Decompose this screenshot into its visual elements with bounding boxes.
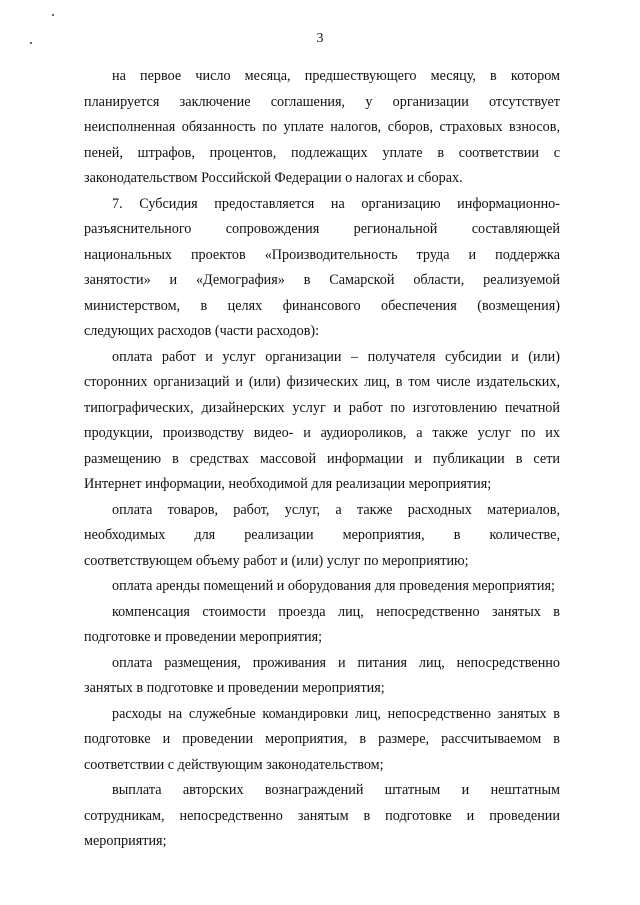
text-line: оплата аренды помещений и оборудования для проведения мероприятия; (112, 578, 555, 594)
text-line: соответствии с действующим законодательством; (84, 756, 384, 773)
text-line: планируется заключение соглашения, у организации отсутствует (84, 93, 560, 110)
text-line: соответствующем объему работ и (или) услуг по мероприятию; (84, 552, 469, 569)
text-line: оплата размещения, проживания и питания лиц, непосредственно (112, 654, 560, 671)
text-line: продукции, производству видео- и аудиороликов, а также услуг по их (84, 425, 560, 441)
text-line: подготовке и проведении мероприятия; (84, 629, 323, 645)
text-line: Интернет информации, необходимой для реализации мероприятия; (84, 476, 492, 492)
page-number: 3 (316, 31, 324, 46)
text-line: на первое число месяца, предшествующего месяцу, в котором (112, 68, 560, 84)
text-line: национальных проектов «Производительность труда и поддержка (84, 246, 560, 263)
text-line: следующих расходов (части расходов): (84, 323, 320, 339)
text-line: неисполненная обязанность по уплате налогов, сборов, страховых взносов, (84, 119, 560, 135)
text-line: размещению в средствах массовой информации и публикации в сети (84, 450, 560, 467)
text-line: подготовке и проведении мероприятия, в размере, рассчитываемом в (84, 731, 560, 747)
text-line: пеней, штрафов, процентов, подлежащих уплате в соответствии с (84, 144, 560, 161)
text-line: законодательством Российской Федерации о налогах и сборах. (84, 170, 463, 186)
text-line: выплата авторских вознаграждений штатным и нештатным (112, 782, 560, 798)
text-line: мероприятия; (84, 833, 167, 849)
text-line: разъяснительного сопровождения региональной составляющей (84, 221, 560, 237)
text-line: оплата товаров, работ, услуг, а также расходных материалов, (112, 501, 560, 518)
text-line: оплата работ и услуг организации – получателя субсидии и (или) (112, 348, 560, 365)
text-line: занятости» и «Демография» в Самарской области, реализуемой (84, 272, 560, 288)
text-line: 7. Субсидия предоставляется на организацию информационно- (112, 195, 560, 212)
text-line: типографических, дизайнерских услуг и работ по изготовлению печатной (84, 399, 560, 416)
text-line: сотрудникам, непосредственно занятым в подготовке и проведении (84, 807, 560, 824)
text-line: необходимых для реализации мероприятия, в количестве, (84, 527, 560, 543)
text-line: занятых в подготовке и проведении мероприятия; (84, 680, 385, 696)
text-line: министерством, в целях финансового обеспечения (возмещения) (84, 297, 560, 314)
document-body (84, 64, 560, 855)
text-line: сторонних организаций и (или) физических лиц, в том числе издательских, (84, 374, 560, 390)
text-line: расходы на служебные командировки лиц, непосредственно занятых в (112, 705, 560, 722)
text-line: компенсация стоимости проезда лиц, непосредственно занятых в (112, 603, 560, 620)
scan-speck (52, 14, 54, 16)
